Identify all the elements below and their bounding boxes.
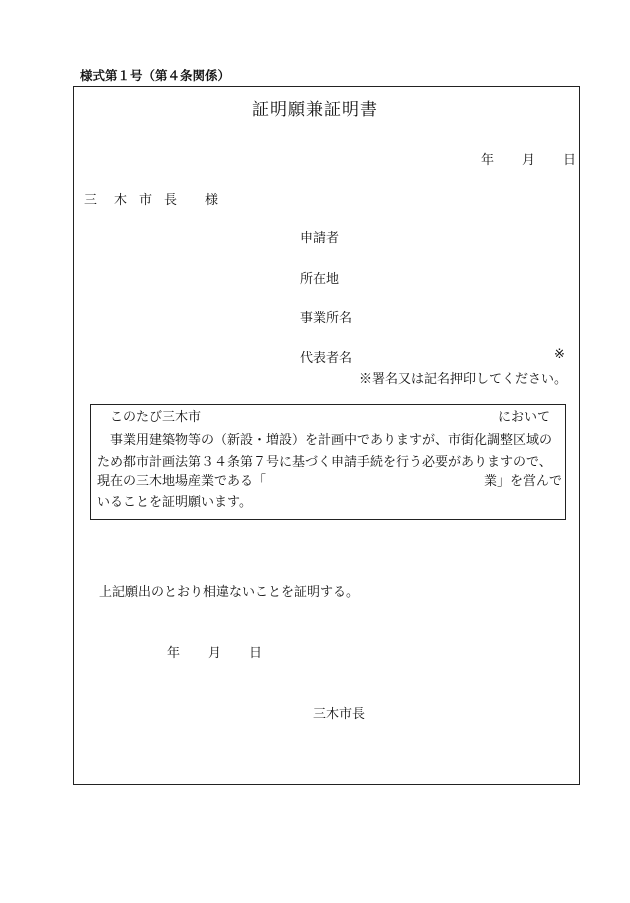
form-number: 様式第１号（第４条関係） xyxy=(80,68,231,83)
addressee-char: 三 xyxy=(84,193,98,208)
applicant-label: 申請者 xyxy=(300,231,340,246)
statement-line1-right: において xyxy=(498,410,551,425)
cert-date-day-label: 日 xyxy=(249,646,263,661)
date-month-label: 月 xyxy=(522,153,536,168)
addressee-honorific: 様 xyxy=(205,193,219,208)
date-day-label: 日 xyxy=(563,153,577,168)
statement-line4-left: 現在の三木地場産業である「 xyxy=(97,474,267,489)
addressee-char: 長 xyxy=(164,193,178,208)
address-label: 所在地 xyxy=(300,272,340,287)
addressee-char: 市 xyxy=(139,193,153,208)
cert-date-year-label: 年 xyxy=(167,646,181,661)
statement-line2: 事業用建築物等の（新設・増設）を計画中でありますが、市街化調整区域の xyxy=(110,433,553,448)
addressee-char: 木 xyxy=(114,193,128,208)
representative-label: 代表者名 xyxy=(300,351,353,366)
statement-line3: ため都市計画法第３４条第７号に基づく申請手続を行う必要がありますので、 xyxy=(97,455,552,470)
statement-line1-left: このたび三木市 xyxy=(110,410,202,425)
seal-note: ※署名又は記名押印してください。 xyxy=(359,372,568,387)
certification-text: 上記願出のとおり相違ないことを証明する。 xyxy=(99,585,360,600)
business-name-label: 事業所名 xyxy=(300,311,353,326)
seal-mark: ※ xyxy=(554,347,565,362)
cert-date-month-label: 月 xyxy=(208,646,222,661)
date-year-label: 年 xyxy=(481,153,495,168)
mayor-signature-label: 三木市長 xyxy=(313,707,366,722)
statement-line4-right: 業」を営んで xyxy=(484,474,563,489)
statement-line5: いることを証明願います。 xyxy=(97,495,252,510)
page-title: 証明願兼証明書 xyxy=(252,100,378,120)
